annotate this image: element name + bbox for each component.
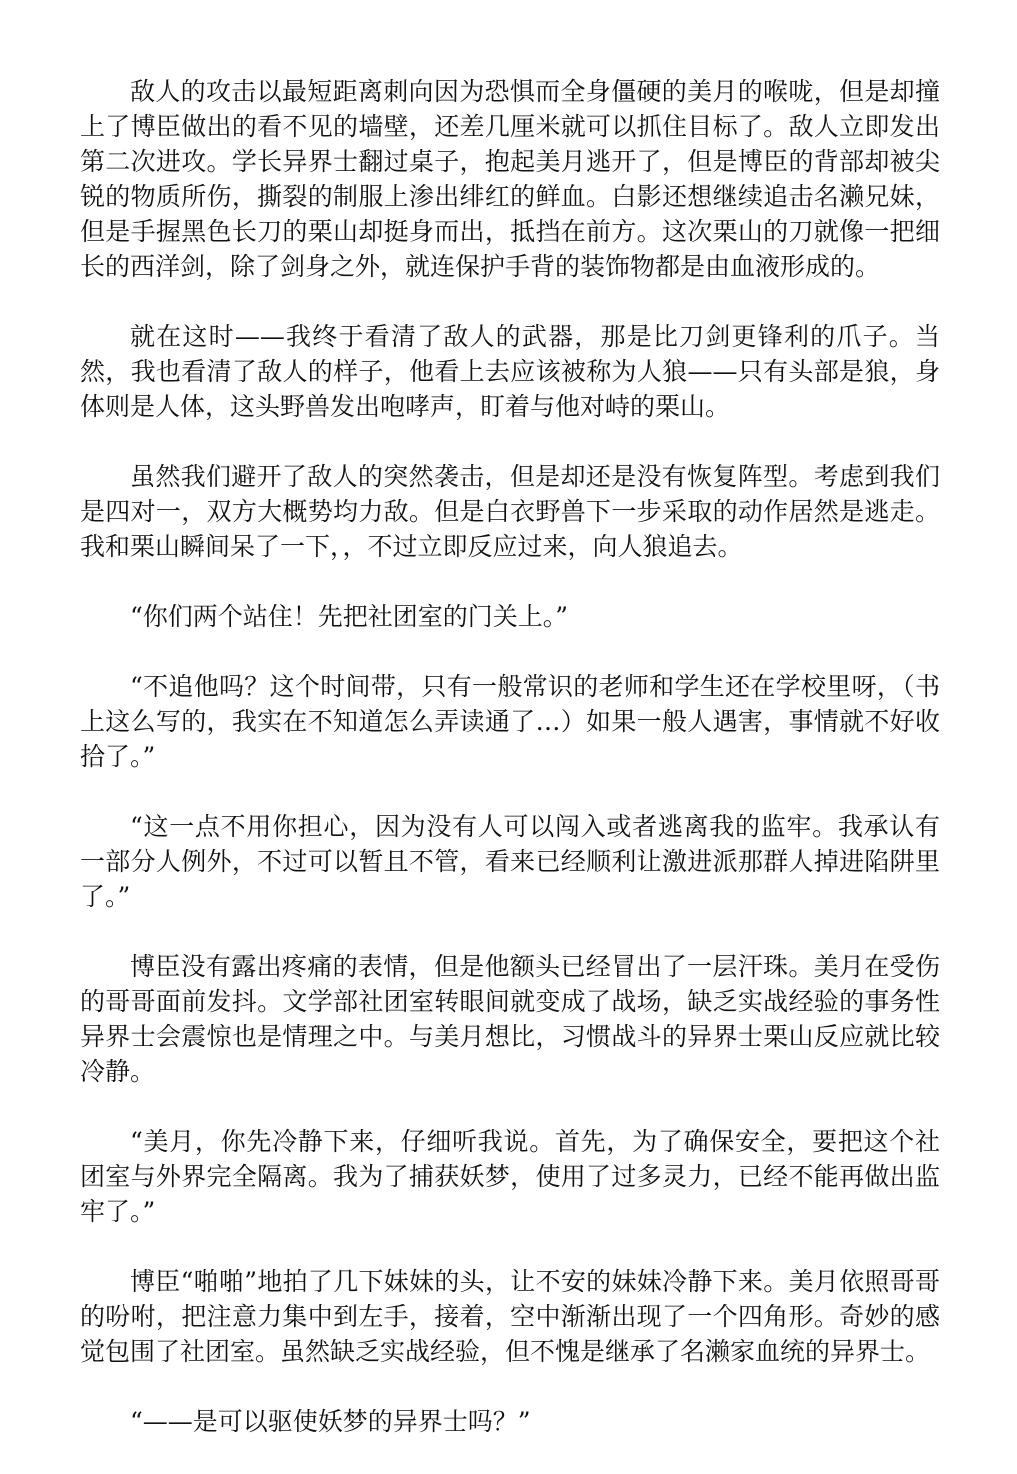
paragraph: “这一点不用你担心，因为没有人可以闯入或者逃离我的监牢。我承认有一部分人例外，不过可以暂且不管，看来已经顺利让激进派那群人掉进陷阱里了。” <box>80 812 940 911</box>
paragraph: 博臣“啪啪”地拍了几下妹妹的头，让不安的妹妹冷静下来。美月依照哥哥的吩咐，把注意力集中到左手，接着，空中渐渐出现了一个四角形。奇妙的感觉包围了社团室。虽然缺乏实战经验，但不愧是继承了名濑家血统的异界士。 <box>80 1267 940 1366</box>
paragraph: “你们两个站住！先把社团室的门关上。” <box>130 602 569 631</box>
paragraph: “不追他吗？这个时间带，只有一般常识的老师和学生还在学校里呀，（书上这么写的，我实在不知道怎么弄读通了…）如果一般人遇害，事情就不好收拾了。” <box>80 672 940 771</box>
paragraph: 敌人的攻击以最短距离刺向因为恐惧而全身僵硬的美月的喉咙，但是却撞上了博臣做出的看不见的墙壁，还差几厘米就可以抓住目标了。敌人立即发出第二次进攻。学长异界士翻过桌子，抱起美月逃开了，但是博臣的背部却被尖锐的物质所伤，撕裂的制服上渗出绯红的鲜血。白影还想继续追击名濑兄妹，但是手握黑色长刀的栗山却挺身而出，抵挡在前方。这次栗山的刀就像一把细长的西洋剑，除了剑身之外，就连保护手背的装饰物都是由血液形成的。 <box>80 77 940 281</box>
paragraph: 就在这时——我终于看清了敌人的武器，那是比刀剑更锋利的爪子。当然，我也看清了敌人的样子，他看上去应该被称为人狼——只有头部是狼，身体则是人体，这头野兽发出咆哮声，盯着与他对峙的栗山。 <box>80 322 940 421</box>
paragraph: “——是可以驱使妖梦的异界士吗？” <box>130 1407 531 1436</box>
paragraph: 博臣没有露出疼痛的表情，但是他额头已经冒出了一层汗珠。美月在受伤的哥哥面前发抖。文学部社团室转眼间就变成了战场，缺乏实战经验的事务性异界士会震惊也是情理之中。与美月想比，习惯战斗的异界士栗山反应就比较冷静。 <box>80 952 940 1086</box>
paragraph: 虽然我们避开了敌人的突然袭击，但是却还是没有恢复阵型。考虑到我们是四对一，双方大概势均力敌。但是白衣野兽下一步采取的动作居然是逃走。我和栗山瞬间呆了一下，，不过立即反应过来，向人狼追去。 <box>80 462 940 561</box>
document-page <box>80 74 940 1474</box>
paragraph: “美月，你先冷静下来，仔细听我说。首先，为了确保安全，要把这个社团室与外界完全隔离。我为了捕获妖梦，使用了过多灵力，已经不能再做出监牢了。” <box>80 1127 940 1226</box>
